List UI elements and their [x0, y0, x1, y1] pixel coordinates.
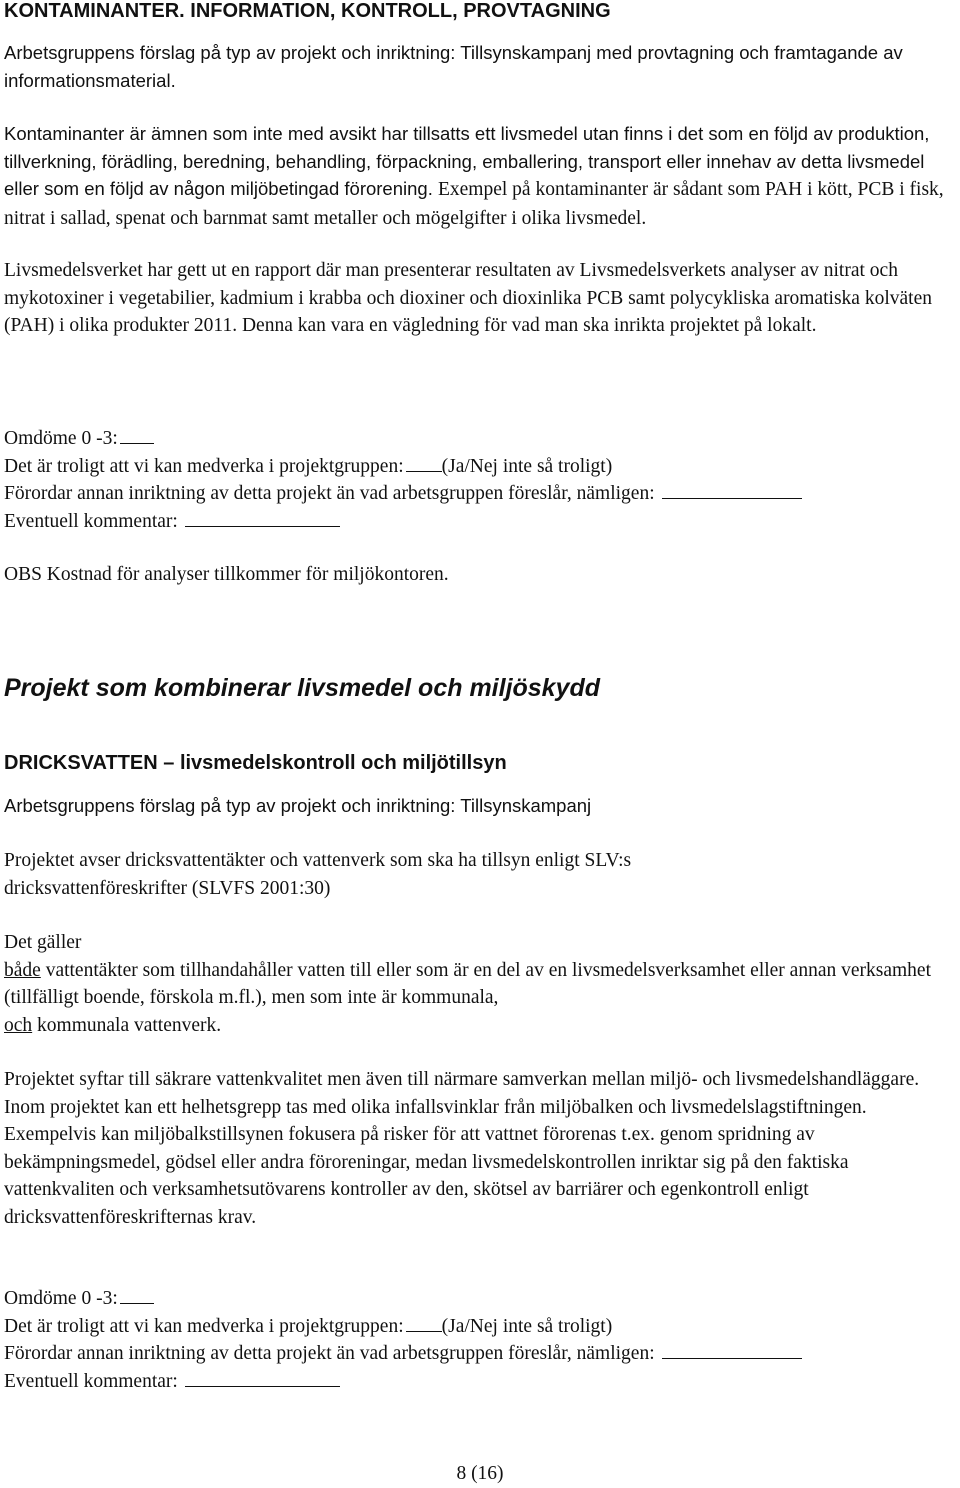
scope-line-1: Projektet avser dricksvattentäkter och vattenverk som ska ha tillsyn enligt SLV:s: [4, 850, 632, 871]
participate-options-2: (Ja/Nej inte så troligt): [441, 1315, 613, 1337]
contaminants-paragraph: [4, 120, 956, 232]
comment-label-2: Eventuell kommentar:: [4, 1370, 178, 1392]
section-title-combined-projects: Projekt som kombinerar livsmedel och miljöskydd: [4, 674, 601, 702]
proposal-text: Arbetsgruppens förslag på typ av projekt och inriktning: Tillsynskampanj med provtagning och framtagande av informationsmaterial.: [4, 42, 903, 91]
participate-blank[interactable]: [406, 453, 442, 472]
participate-label-2: Det är troligt att vi kan medverka i projektgruppen:: [4, 1315, 404, 1337]
participate-options: (Ja/Nej inte så troligt): [441, 455, 613, 477]
participate-label: Det är troligt att vi kan medverka i projektgruppen:: [4, 455, 404, 477]
comment-blank-2[interactable]: [185, 1368, 340, 1387]
applies-and-text: kommunala vattenverk.: [32, 1014, 222, 1036]
contaminants-examples: Exempel på kontaminanter är sådant som PAH i kött, PCB i fisk, nitrat i sallad, spenat och barnmat samt metaller och mögelgifter i olika livsmedel.: [4, 179, 944, 229]
recommend-label: Förordar annan inriktning av detta projekt än vad arbetsgruppen föreslår, nämligen:: [4, 483, 655, 505]
proposal-text-2: Arbetsgruppens förslag på typ av projekt och inriktning: Tillsynskampanj: [4, 795, 592, 816]
scope-line-2: dricksvattenföreskrifter (SLVFS 2001:30): [4, 877, 331, 899]
report-paragraph: Livsmedelsverket har gett ut en rapport där man presenterar resultaten av Livsmedelsverkets analyser av nitrat och mykotoxiner i vegetabilier, kadmium i krabba och dioxiner och dioxinlika PCB samt polycykliska aromatiska kolväten (PAH) i olika produkter 2011. Denna kan vara en vägledning för vad man ska inrikta projektet på lokalt.: [4, 260, 932, 337]
comment-blank[interactable]: [185, 508, 340, 527]
rating-form-1: [4, 425, 956, 535]
rating-form-2: [4, 1285, 956, 1395]
applies-both-text: vattentäkter som tillhandahåller vatten till eller som är en del av en livsmedelsverksamhet eller annan verksamhet (tillfälligt boende, förskola m.fl.), men som inte är kommunala,: [4, 959, 931, 1009]
aim-paragraph: Projektet syftar till säkrare vattenkvalitet men även till närmare samverkan mellan miljö- och livsmedelshandläggare. Inom projektet kan ett helhetsgrepp tas med olika infallsvinklar från miljöbalken och livsmedelslagstiftningen. Exempelvis kan miljöbalkstillsynen fokusera på risker för att vattnet förorenas t.ex. genom spridning av bekämpningsmedel, gödsel eller andra föroreningar, medan livsmedelskontrollen inriktar sig på den faktiska vattenkvaliten och verksamhetsutövarens kontroller av den, skötsel av barriärer och egenkontroll enligt dricksvattenföreskrifternas krav.: [4, 1069, 920, 1228]
rating-blank-2[interactable]: [120, 1285, 154, 1304]
page-number: 8 (16): [456, 1463, 504, 1484]
contaminants-definition: Kontaminanter är ämnen som inte med avsikt har tillsatts ett livsmedel utan finns i det som en följd av produktion, tillverkning, förädling, beredning, behandling, förpackning, emballering, transport eller innehav av detta livsmedel eller som en följd av någon miljöbetingad förorening.: [4, 123, 930, 200]
rating-blank[interactable]: [120, 425, 154, 444]
obs-note: OBS Kostnad för analyser tillkommer för miljökontoren.: [4, 564, 449, 585]
comment-label: Eventuell kommentar:: [4, 510, 178, 532]
section-heading-kontaminanter: KONTAMINANTER. INFORMATION, KONTROLL, PROVTAGNING: [4, 0, 611, 22]
recommend-label-2: Förordar annan inriktning av detta projekt än vad arbetsgruppen föreslår, nämligen:: [4, 1343, 655, 1365]
rating-label: Omdöme 0 -3:: [4, 428, 118, 449]
section-heading-dricksvatten: DRICKSVATTEN – livsmedelskontroll och miljötillsyn: [4, 752, 507, 774]
applies-paragraph: [4, 929, 956, 1039]
rating-label-2: Omdöme 0 -3:: [4, 1288, 118, 1309]
recommend-blank-2[interactable]: [662, 1340, 802, 1359]
participate-blank-2[interactable]: [406, 1313, 442, 1332]
applies-and-word: och: [4, 1014, 33, 1036]
applies-label: Det gäller: [4, 932, 82, 953]
applies-both-word: både: [4, 959, 41, 981]
recommend-blank[interactable]: [662, 480, 802, 499]
scope-paragraph: [4, 847, 956, 902]
